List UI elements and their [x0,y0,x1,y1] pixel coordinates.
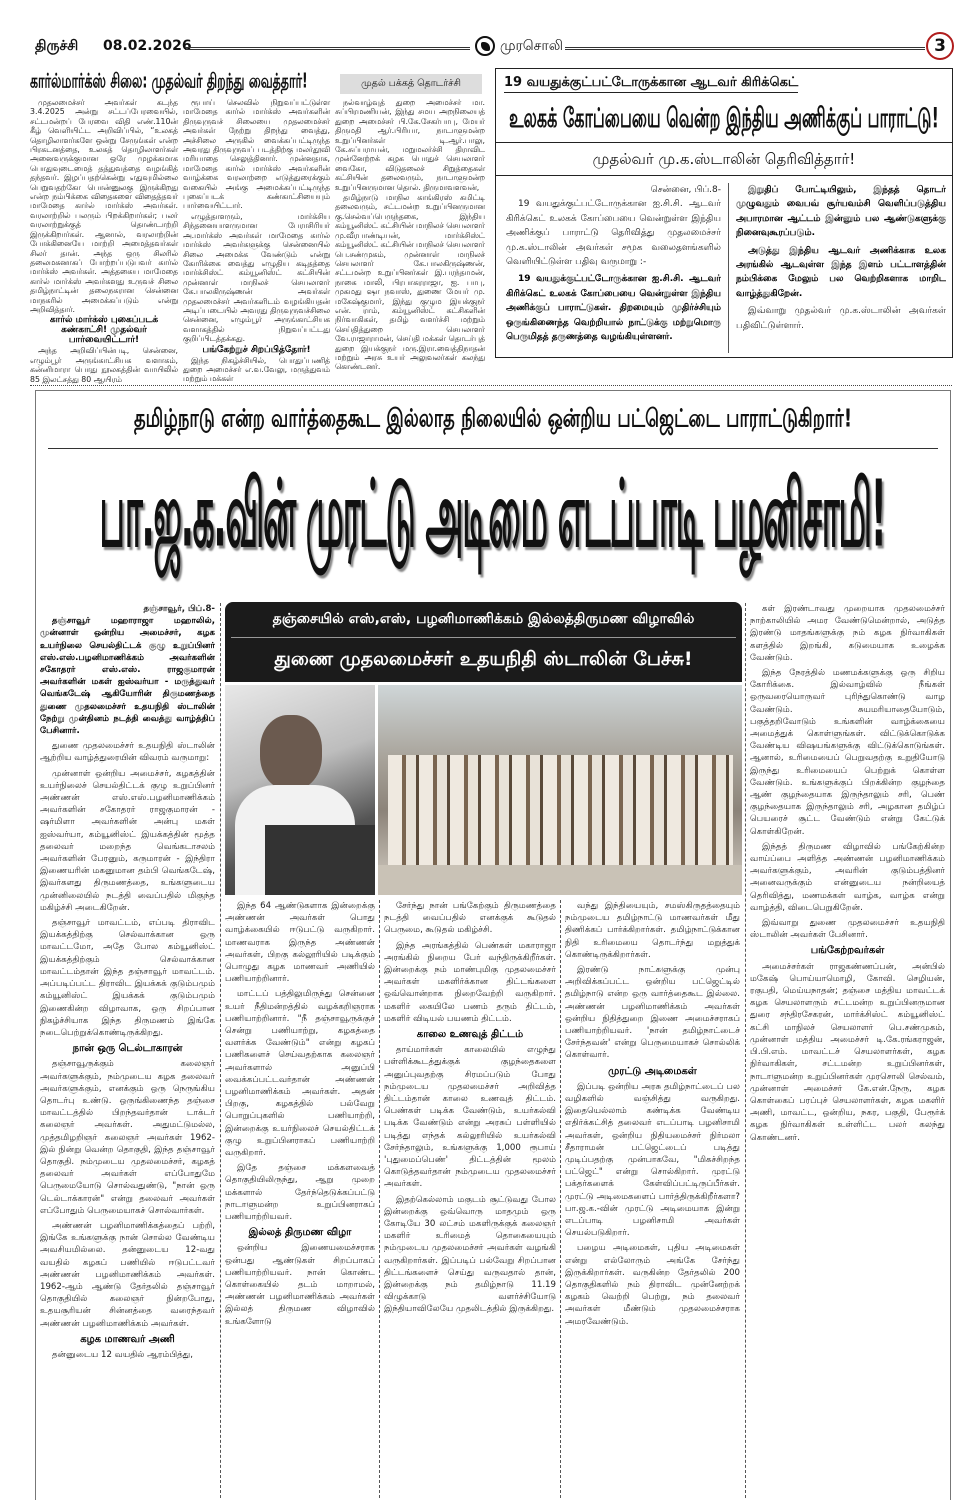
speaker-photo [225,685,375,895]
page-number: 3 [926,32,954,60]
cricket-kicker: 19 வயதுக்குட்பட்டோருக்கான ஆடவர் கிரிக்கெட் [504,75,798,93]
subhead-students: கழக மாணவர் அணி [80,1333,175,1345]
speech-banner [225,602,742,682]
subhead-delta: நான் ஒரு டெல்டாகாரன் [72,1043,183,1055]
subhead-breakfast: காலை உணவுத் திட்டம் [416,1029,524,1041]
cricket-headline: உலகக் கோப்பையை வென்ற இந்திய அணிக்குப் பாராட்டு! [509,101,939,134]
header-rule-left [185,47,470,50]
karl-column-3: நல்வாழ்வுத் துறை அமைச்சர் மா. சுப்பிரமணியன், இந்து சமய அறநிலையத் துறை அமைச்சர் பி.கே.சேகர்பாபு, மேயர் திருமதி ஆர்.பிரியா, நாடாளுமன்ற உறுப்பினர்கள் டி.ஆர்.பாலு, கே.சுப்பராயன், மறுமலர்ச்சி திராவிட முன்னேற்றக் கழக பொதுச் செயலாளர் வைகோ, விடுதலைச் சிறுத்தைகள் கட்சியின் தலைவரும், நாடாளுமன்ற உறுப்பினருமான தொல். திருமாவளவன், தமிழ்நாடு மாநில காங்கிரஸ் கமிட்டி தலைவரும், சட்டமன்ற உறுப்பினருமான கு.செல்வப்பெருந்தகை, இந்திய கம்யூனிஸ்ட் கட்சியின் மாநிலச் செயலாளர் மு.வீரபாண்டியன், மார்க்சிஸ்ட் கம்யூனிஸ்ட் கட்சியின் மாநிலச் செயலாளர் பெ.சண்முகம், முன்னாள் மாநிலச் செயலாளர் கே.பாலகிருஷ்ணன், சட்டமன்ற உறுப்பினர்கள் இ.பரந்தாமன், நாகை மாலி, பிரபாகரராஜா, ஐ. பாபு, முகமது ஷா நவாஸ், துணை மேயர் மு. மகேஷ்குமார், இந்து குழும இயக்குநர் என். ராம், கம்யூனிஸ்ட் கட்சிகளின் நிர்வாகிகள், தமிழ் வளர்ச்சி மற்றும் செய்தித்துறை செயலாளர் வே.ராஜாராமன், செய்தி மக்கள் தொடர்புத் துறை இயக்குநர் மரு.இரா.வைத்திநாதன் மற்றும் அரசு உயர் அலுவலர்கள் கலந்து கொண்டனர். [335,98,485,372]
banner-line-1: தஞ்சையில் எஸ்,எஸ், பழனிமாணிக்கம் இல்லத்திருமண விழாவில் [272,611,695,627]
cricket-column-2: இறுதிப் போட்டியிலும், இந்தத் தொடர் முழுவதும் வைபவ் சூர்யவம்சி வெளிப்படுத்திய அபாரமான ஆட்டம் இன்னும் பல ஆண்டுகளுக்கு நினைவுகூரப்படும். அடுத்து இந்திய ஆடவர் அணிக்காக உலக அரங்கில் ஆடவுள்ள இந்த இளம் பட்டாளத்தின் நம்பிக்கை மேலும் பல வெற்றிகளாக மாறிட வாழ்த்துகிறேன். இவ்வாறு முதல்வர் மு.க.ஸ்டாலின் அவர்கள் பதிவிட்டுள்ளார். [736,185,946,331]
column-divider [745,603,746,1498]
masthead: முரசொலி [500,38,563,54]
edition-date: 08.02.2026 [103,38,192,54]
header-rule-right [565,47,925,50]
main-headline: பா.ஜ.க.வின் முரட்டு அடிமை எடப்பாடி பழனிசாமி! [99,462,886,570]
wedding-group-photo [378,685,742,895]
karl-column-1: முதலமைச்சர் அவர்கள் கடந்த 3.4.2025 அன்று சட்டப்பேரவையில், சட்டமன்றப் பேரவை விதி எண்.110ன் கீழ் வெளியிட்ட அறிவிப்பில், “உலகத் தொழிலாளர்களே ஒன்று சேருங்கள் என்ற பிரகடனத்தை, உலகத் தொழிலாளர்கள் அனைவருக்குமான ஒரே முழக்கமாக பொதுவுடைமைத் தத்துவத்தை வழங்கித் தந்தவர். இழப்பதற்கென்று எதுவுமில்லை பெறுவதற்கோ பொன்னுலகு இருக்கிறது என்ற நம்பிக்கை விதைகளை விதைத்தவர் மாமேதை கார்ல் மார்க்ஸ் அவர்கள். வரலாற்றில் பலரும் பிறக்கிறார்கள்; பலர் வரலாற்றுக்குத் தொண்டாற்றி இருக்கிறார்கள். ஆனால், வரலாற்றின் போக்கினையே மாற்றி அமைத்தவர்கள் சிலர் தான். அந்த ஒரு சிலரில் தலைமகனாகப் போற்றப்படுபவர் கார்ல் மார்க்ஸ் அவர்கள். அத்தகைய மாமேதை கார்ல் மார்க்ஸ் அவர்களது உருவச் சிலை தமிழ்நாட்டின் தலைநகரான சென்னை மாநகரில் அமைக்கப்படும் என்று அறிவித்தார். கார்ல் மார்க்ஸ் புகைப்படக் கண்காட்சி! முதல்வர் பார்வையிட்டார்! அந்த அறிவிப்பின்படி, சென்னை, எழும்பூர் அருங்காட்சியக வளாகம், கன்னிமாரா பொது நூலகத்தின் வாயிலில் 85 இலட்சத்து 80 ஆயிரம் [30,98,178,384]
continued-tag: முதல் பக்கத் தொடர்ச்சி [340,74,482,94]
column-divider [560,900,561,1498]
karl-subhead-participants: பங்கேற்றுச் சிறப்பித்தோர்! [202,344,311,355]
murasoli-drum-emblem-icon [475,36,495,56]
main-center-column-1: இந்த 64 ஆண்டுகளாக இன்றைக்கு அண்ணன் அவர்கள் பொது வாழ்க்கையில் ஈடுபட்டு வருகிறார். மாணவராக இருந்த அண்ணன் அவர்கள், பிறகு கல்லூரியில் படிக்கும் பொழுது கழக மாணவர் அணியில் பணியாற்றினார். மாட்டப் பத்திலுமிருந்து சென்னை உயர் நீதிமன்றத்தில் வழக்கறிஞராக பணியாற்றினார். "நீ தஞ்சாவூருக்குச் சென்று பணியாற்று, கழகத்தை வளர்க்க வேண்டும்" என்று கழகப் பணிகளைச் செய்வதற்காக கலைஞர் அவர்களால் அனுப்பி வைக்கப்பட்டவர்தான் அண்ணன் பழனிமாணிக்கம் அவர்கள். அதன் பிறகு, கழகத்தில் பல்வேறு பொறுப்புகளில் பணியாற்றி, இன்றைக்கு உயர்நிலைச் செயல்திட்டக் குழு உறுப்பினராகப் பணியாற்றி வருகிறார். இதே தஞ்சை மக்களவைத் தொகுதியிலிருந்து, ஆறு முறை மக்களால் தேர்ந்தெடுக்கப்பட்டு நாடாளுமன்ற உறுப்பினராகப் பணியாற்றியவர். இல்லத் திருமண விழா ஒன்றிய இணையமைச்சராக ஒன்பது ஆண்டுகள் சிறப்பாகப் பணியாற்றியவர். நான் கொண்ட கொள்கையில் தடம் மாறாமல், அண்ணன் பழனிமாணிக்கம் அவர்கள் இல்லத் திருமண விழாவில் உங்களோடு [225,901,375,1327]
cricket-box [495,68,953,358]
main-left-column: தஞ்சாவூர், பிப்.8- தஞ்சாவூர் மஹாராஜா மஹாலில், முன்னாள் ஒன்றிய அமைச்சர், கழக உயர்நிலை செயல்திட்டக் குழு உறுப்பினர் எஸ்.எஸ்.பழனிமாணிக்கம் அவர்களின் சகோதரர் எஸ்.எஸ். ராஜகுமாரன் அவர்களின் மகள் ஐஸ்வர்யா - மருத்துவர் வெங்கடேஷ் ஆகியோரின் திருமணத்தை துணை முதலமைச்சர் உதயநிதி ஸ்டாலின் நேற்று முன்தினம் நடத்தி வைத்து வாழ்த்திப் பேசினார். துணை முதலமைச்சர் உதயநிதி ஸ்டாலின் ஆற்றிய வாழ்த்துரையின் விவரம் வருமாறு: முன்னாள் ஒன்றிய அமைச்சர், கழகத்தின் உயர்நிலைச் செயல்திட்டக் குழு உறுப்பினர் அண்ணன் எஸ்.எஸ்.பழனிமாணிக்கம் அவர்களின் சகோதரர் ராஜகுமாரன் - ஷர்மிளா அவர்களின் அன்பு மகள் ஐஸ்வர்யா, கம்யூனிஸ்ட் இயக்கத்தின் மூத்த தலைவர் மறைந்த வெங்கடாசலம் அவர்களின் பேரனும், கருமாரன் - இந்திரா இணையரின் மகனுமான தம்பி வெங்கடேஷ், இவர்களது திருமணத்தை, உங்களுடைய முன்னிலையில் நடத்தி வைப்பதில் மிகுந்த மகிழ்ச்சி அடைகிறேன். தஞ்சாவூர் மாவட்டம், எப்படி திராவிட இயக்கத்திற்கு செல்வாக்கான ஒரு மாவட்டமோ, அதே போல கம்யூனிஸ்ட் இயக்கத்திற்கும் செல்வாக்கான மாவட்டம்தான் இந்த தஞ்சாவூர் மாவட்டம். அப்படிப்பட்ட திராவிட இயக்கக் குடும்பமும் கம்யூனிஸ்ட் இயக்கக் குடும்பமும் இணைகின்ற விழாவாக, ஒரு சிறப்பான நிகழ்ச்சியாக இந்த திருமணம் இங்கே நடைபெற்றுக்கொண்டிருக்கிறது. நான் ஒரு டெல்டாகாரன் தஞ்சாவூருக்கும் கலைஞர் அவர்களுக்கும், நம்முடைய கழக தலைவர் அவர்களுக்கும், எனக்கும் ஒரு நெருங்கிய தொடர்பு உண்டு. ஒருங்கிணைந்த தஞ்சை மாவட்டத்தில் பிறந்தவர்தான் டாக்டர் கலைஞர் அவர்கள். அதுமட்டுமல்ல, முத்தமிழறிஞர் கலைஞர் அவர்கள் 1962-இல் நின்று வென்ற தொகுதி, இந்த தஞ்சாவூர் தொகுதி. நம்முடைய முதலமைச்சர், கழகத் தலைவர் அவர்கள் எப்போதுமே பெருமையோடு சொல்வதுண்டு, "நான் ஒரு டெல்டாக்காரன்" என்று தலைவர் அவர்கள் எப்போதும் பெருமையாகச் சொல்வார்கள். அண்ணன் பழனிமாணிக்கத்தைப் பற்றி, இங்கே உங்களுக்கு நான் சொல்ல வேண்டிய அவசியமில்லை. தன்னுடைய 12-வது வயதில் கழகப் பணியில் ஈடுபட்டவர் அண்ணன் பழனிமாணிக்கம் அவர்கள். 1962-ஆம் ஆண்டு தேர்தலில் தஞ்சாவூர் தொகுதியில் கலைஞர் நின்றபோது, உதயசூரியன் சின்னத்தை வரைந்தவர் அண்ணன் பழனிமாணிக்கம் அவர்கள். கழக மாணவர் அணி தன்னுடைய 12 வயதில் ஆரம்பித்து, [40,604,215,1360]
main-kicker-rule [48,448,938,449]
main-center-column-2: சேர்ந்து நான் பங்கேற்கும் திருமணத்தை நடத்தி வைப்பதில் எனக்குக் கூடுதல் பெருமை, கூடுதல் மகிழ்ச்சி. இந்த அரங்கத்தில் பெண்கள் மகாராஜா அரங்கில் நிறைய பேர் வந்திருக்கிறீர்கள். இன்றைக்கு நம் மாண்புமிகு முதலமைச்சர் அவர்கள் மகளிர்க்கான திட்டங்களை ஒவ்வொன்றாக நிறைவேற்றி வருகிறார். மகளிர் கையிலே பணம் தரும் திட்டம், மகளிர் விடியல் பயணம் திட்டம். காலை உணவுத் திட்டம் தாய்மார்கள் காலையில் எழுந்து பள்ளிக்கூடத்துக்குக் குழந்தைகளை அனுப்புவதற்கு சிரமப்படும் போது நம்முடைய முதலமைச்சர் அறிவித்த திட்டம்தான் காலை உணவுத் திட்டம். பெண்கள் படிக்க வேண்டும், உயர்கல்வி படிக்க வேண்டும் என்று அரசுப் பள்ளியில் படித்து எந்தக் கல்லூரியில் உயர்கல்வி சேர்ந்தாலும், உங்களுக்கு 1,000 ரூபாய் 'புதுமைப்பெண்' திட்டத்தின் மூலம் கொடுத்தவர்தான் நம்முடைய முதலமைச்சர் அவர்கள். இதற்கெல்லாம் மகுடம் சூட்டுவது போல இன்றைக்கு ஒவ்வொரு மாதமும் ஒரு கோடியே 30 லட்சம் மகளிருக்குக் கலைஞர் மகளிர் உரிமைத் தொகையையும் நம்முடைய முதலமைச்சர் அவர்கள் வழங்கி வருகிறார்கள். இப்படிப் பல்வேறு சிறப்பான திட்டங்களைச் செய்து வருவதால் தான், இன்றைக்கு நம் தமிழ்நாடு 11.19 விழுக்காடு வளர்ச்சியோடு இந்தியாவிலேயே முதலிடத்தில் இருக்கிறது. [384,901,556,1315]
karl-subhead-exhibition: கார்ல் மார்க்ஸ் புகைப்படக் கண்காட்சி! முதல்வர் பார்வையிட்டார்! [49,315,159,346]
section-divider [30,385,952,386]
column-divider [379,900,380,1498]
main-center-column-3: வந்து இந்தியையும், சமஸ்கிருதத்தையும் நம்முடைய தமிழ்நாட்டு மாணவர்கள் மீது திணிக்கப் பார்க்கிறார்கள். தமிழ்நாட்டுக்கான நிதி உரிமையை தொடர்ந்து மறுத்துக் கொண்டிருக்கிறார்கள். இரண்டு நாட்களுக்கு முன்பு அறிவிக்கப்பட்ட ஒன்றிய பட்ஜெட்டில் தமிழ்நாடு என்ற ஒரு வார்த்தைகூட இல்லை. அண்ணன் பழனிமாணிக்கம் அவர்கள் ஒன்றிய நிதித்துறை இணை அமைச்சராகப் பணியாற்றியவர். 'நான் தமிழ்நாட்டைச் சேர்ந்தவன்' என்று பெருமையாகச் சொல்லிக் கொள்வார். முரட்டு அடிமைகள் இப்படி ஒன்றிய அரசு தமிழ்நாட்டைப் பல வழிகளில் வஞ்சித்து வருகிறது. இதையெல்லாம் கண்டிக்க வேண்டிய எதிர்க்கட்சித் தலைவர் எடப்பாடி பழனிசாமி அவர்கள், ஒன்றிய நிதியமைச்சர் நிர்மலா சீதாராமன் பட்ஜெட்டைப் படித்து முடிப்பதற்கு முன்பாகவே, "மிகச்சிறந்த பட்ஜெட்" என்று சொல்கிறார். முரட்டு பக்தர்களைக் கேள்விப்பட்டிருப்பீர்கள். முரட்டு அடிமைகளைப் பார்த்திருக்கிறீர்களா? பா.ஜ.க.-வின் முரட்டு அடிமையாக இன்று எடப்பாடி பழனிசாமி அவர்கள் செயல்படுகிறார். பழைய அடிமைகள், புதிய அடிமைகள் என்று எல்லோரும் அங்கே சேர்ந்து இருக்கிறார்கள். வருகின்ற தேர்தலில் 200 தொகுதிகளில் நம் திராவிட முன்னேற்றக் கழகம் வெற்றி பெற்று, நம் தலைவர் அவர்கள் மீண்டும் முதலமைச்சராக அமரவேண்டும். [565,901,740,1327]
main-right-column: கள் இரண்டாவது முறையாக முதலமைச்சர் நாற்காலியில் அமர வேண்டுமென்றால், அடுத்த இரண்டு மாதங்களுக்கு நம் கழக நிர்வாகிகள் களத்தில் இறங்கி, கடுமையாக உழைக்க வேண்டும். இந்த நேரத்தில் மணமக்களுக்கு ஒரு சிறிய கோரிக்கை. இல்வாழ்வில் நீங்கள் ஒருவரையொருவர் புரிந்துகொண்டு வாழ வேண்டும். சுயமரியாதையோடும், பகுத்தறிவோடும் உங்களின் வாழ்க்கையை அமைத்துக் கொள்ளுங்கள். விட்டுக்கொடுக்க வேண்டிய விஷயங்களுக்கு விட்டுக்கொடுங்கள். ஆனால், உரிமையைப் பெறுவதற்கு உறுதியோடு இருந்து உரிமையைப் பெற்றுக் கொள்ள வேண்டும். உங்களுக்குப் பிறக்கின்ற குழந்தை ஆண் குழந்தையாக இருந்தாலும் சரி, பெண் குழந்தையாக இருந்தாலும் சரி, அழகான தமிழ்ப் பெயரைச் சூட்ட வேண்டும் என்று கேட்டுக் கொள்கிறேன். இந்தத் திருமண விழாவில் பங்கேற்கின்ற வாய்ப்பை அளித்த அண்ணன் பழனிமாணிக்கம் அவர்களுக்கும், அவரின் குடும்பத்தினர் அனைவருக்கும் என்னுடைய நன்றியைத் தெரிவித்து, மணமக்கள் வாழ்க, வாழ்க என்று வாழ்த்தி, விடைபெறுகிறேன். இவ்வாறு துணை முதலமைச்சர் உதயநிதி ஸ்டாலின் அவர்கள் பேசினார். பங்கேற்றவர்கள் அமைச்சர்கள் ராஜகண்ணப்பன், அன்பில் மகேஷ் பொய்யாமொழி, கோவி. செழியன், ரகுபதி, மெய்யநாதன்; தஞ்சை மத்திய மாவட்டக் கழக செயலாளரும் சட்டமன்ற உறுப்பினருமான துரை சந்திரசேகரன், மார்க்சிஸ்ட் கம்யூனிஸ்ட் கட்சி மாநிலச் செயலாளர் பெ.சண்முகம், முன்னாள் மத்திய அமைச்சர் டி.கே.ரங்கராஜன், பி.பி.எம். மாவட்டச் செயலாளர்கள், கழக நிர்வாகிகள், சட்டமன்ற உறுப்பினர்கள், நாடாளுமன்ற உறுப்பினர்கள் முரசொலி செல்வம், முன்னாள் அமைச்சர் கே.என்.நேரு, கழக கொள்கைப் பரப்புச் செயலாளர்கள், கழக மகளிர் அணி, மாவட்ட, ஒன்றிய, நகர, பகுதி, பேரூர்க் கழக நிர்வாகிகள் உள்ளிட்ட பலர் கலந்து கொண்டனர். [750,604,945,1143]
banner-line-2: துணை முதலமைச்சர் உதயநிதி ஸ்டாலின் பேச்சு! [274,648,693,670]
cricket-column-1: சென்னை, பிப்.8- 19 வயதுக்குட்பட்டோருக்கான ஐ.சி.சி. ஆடவர் கிரிக்கெட் உலகக் கோப்பையை வென்றுள்ள இந்திய அணிக்குப் பாராட்டு தெரிவித்து முதலமைச்சர் மு.க.ஸ்டாலின் அவர்கள் சமூக வலைதளங்களில் வெளியிட்டுள்ள பதிவு வருமாறு :- 19 வயதுக்குட்பட்டோருக்கான ஐ.சி.சி. ஆடவர் கிரிக்கெட் உலகக் கோப்பையை வென்றுள்ள இந்திய அணிக்குப் பாராட்டுகள். திறமையும் முதிர்ச்சியும் ஒருங்கிணைந்த வெற்றியால் நாட்டுக்கு மற்றுமொரு பெருமிதத் தருணத்தை வழங்கியுள்ளனர். [506,185,721,342]
main-kicker: தமிழ்நாடு என்ற வார்த்தைகூட இல்லாத நிலையில் ஒன்றிய பட்ஜெட்டை பாராட்டுகிறார்! [133,404,853,434]
subhead-attendees: பங்கேற்றவர்கள் [810,945,885,957]
main-intro: தஞ்சாவூர் மஹாராஜா மஹாலில், முன்னாள் ஒன்றிய அமைச்சர், கழக உயர்நிலை செயல்திட்டக் குழு உறுப்பினர் எஸ்.எஸ்.பழனிமாணிக்கம் அவர்களின் சகோதரர் எஸ்.எஸ். ராஜகுமாரன் அவர்களின் மகள் ஐஸ்வர்யா - மருத்துவர் வெங்கடேஷ் ஆகியோரின் திருமணத்தை துணை முதலமைச்சர் உதயநிதி ஸ்டாலின் நேற்று முன்தினம் நடத்தி வைத்து வாழ்த்திப் பேசினார். [40,616,215,737]
column-divider [220,603,221,1498]
karl-headline: கார்ல்மார்க்ஸ் சிலை: முதல்வர் திறந்து வைத்தார்! [30,68,308,93]
edition-city: திருச்சி [35,38,79,54]
cricket-subhead: முதல்வர் மு.க.ஸ்டாலின் தெரிவித்தார்! [592,150,856,168]
main-dateline: தஞ்சாவூர், பிப்.8- [143,604,215,614]
karl-column-2: ரூபாய் செலவில் நிறுவப்பட்டுள்ள மாமேதை கார்ல் மார்க்ஸ் அவர்களின் திருவுருவச் சிலையை முதலமைச்சர் அவர்கள் நேற்று திறந்து வைத்து, அச்சிலை அருகில் வைக்கப்பட்டிருந்த அவரது திருவுருவப் படத்திற்கு மலர்தூவி மரியாதை செலுத்தினார். முன்னதாக, மாமேதை கார்ல் மார்க்ஸ் அவர்களின் வாழ்க்கை வரலாற்றை எடுத்துரைக்கும் வகையில் அங்கு அமைக்கப்பட்டிருந்த புகைப்படக் கண்காட்சியையும் பார்வையிட்டார். எழுத்தாளரும், மார்க்சிய சிந்தனையாளருமான பேராசிரியர் அ.மார்க்ஸ் அவர்கள் மாமேதை கார்ல் மார்க்ஸ் அவர்களுக்கு சென்னையில் சிலை அமைக்க வேண்டும் என்று கோரிக்கை வைத்து எழுதிய கடிதத்தை மார்க்சிஸ்ட் கம்யூனிஸ்ட் கட்சியின் முன்னாள் மாநிலச் செயலாளர் கே.பாலகிருஷ்ணன் அவர்கள் முதலமைச்சர் அவர்களிடம் வழங்கியதன் அடிப்படையில் அவரது திருவுருவச்சிலை சென்னை, எழும்பூர் அருங்காட்சியக வளாகத்தில் நிறுவப்பட்டது குறிப்பிடத்தக்கது. பங்கேற்றுச் சிறப்பித்தோர்! இந்த நிகழ்ச்சியில், பொதுப்பணித் துறை அமைச்சர் எ.வ.வேலு, மருத்துவம் மற்றும் மக்கள் [183,98,330,384]
subhead-wedding: இல்லத் திருமண விழா [248,1227,352,1239]
subhead-slaves: முரட்டு அடிமைகள் [608,1065,697,1077]
